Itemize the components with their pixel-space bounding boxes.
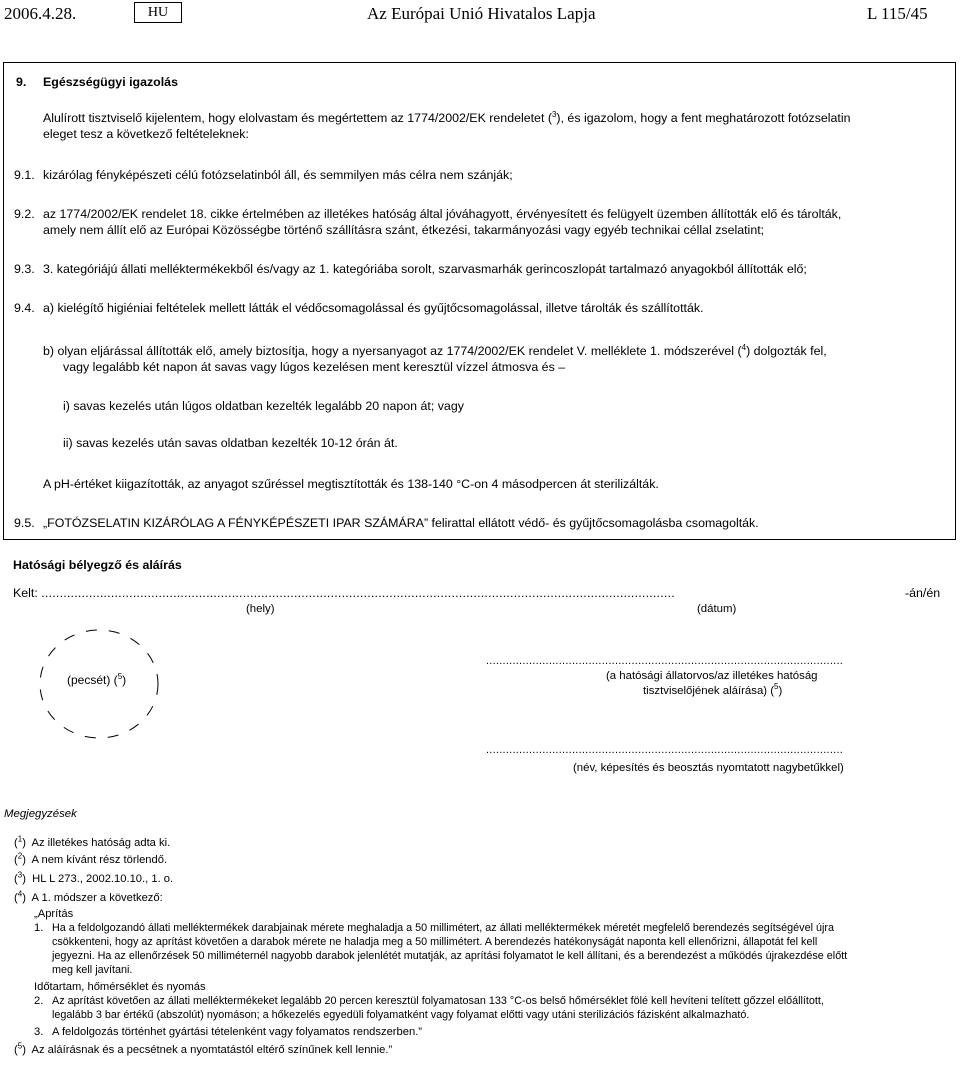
note-4-item-1-line-2: csökkenteni, hogy az aprítást követően a darabok mérete ne haladja meg a 50 millimétert. A berendezés hatékonyságát naponta kell ellenőrizni, állapotát fel kell: [52, 936, 818, 948]
page-header: [0, 0, 960, 36]
stamp-signature-title: Hatósági bélyegző és aláírás: [13, 558, 182, 572]
place-label: (hely): [246, 603, 275, 615]
note-4-item-1-line-1: Ha a feldolgozandó állati melléktermékek darabjainak mérete meghaladja a 50 millimétert, az állati melléktermékek méretét megfelelő berendezés segítségével újra: [52, 922, 834, 934]
journal-title: Az Európai Unió Hivatalos Lapja: [367, 4, 596, 23]
note-4-item-2-line-2: legalább 3 bar értékű (abszolút) nyomáson; a hőkezelés egyedüli folyamatként vagy folyamat előtti vagy utáni sterilizációs fázisként alkalmazható.: [52, 1009, 750, 1021]
item-9-1-text: kizárólag fényképészeti célú fotózselatinból áll, és semmilyen más célra nem szánják;: [43, 168, 513, 182]
note-3: ($^3$) HL L 273., 2002.10.10., 1. o.: [14, 870, 174, 885]
signature-dots: ............................................................................................................: [486, 655, 844, 667]
section-number: 9.: [16, 75, 27, 89]
note-4-item-1-number: 1.: [34, 922, 44, 934]
item-9-4-b-line-1: b) olyan eljárással állították elő, amely biztosítja, hogy a nyersanyagot az 1774/2002/EK rendelet V. melléklete 1. módszerével ($^4$) dolgozták fel,: [43, 342, 827, 358]
notes-title: Megjegyzések: [4, 808, 77, 820]
item-9-4-i: i) savas kezelés után lúgos oldatban kezelték legalább 20 napon át; vagy: [63, 399, 464, 413]
item-9-5-text: „FOTÓZSELATIN KIZÁRÓLAG A FÉNYKÉPÉSZETI IPAR SZÁMÁRA” felirattal ellátott védő- és gyűjtőcsomagolásba csomagolták.: [43, 516, 759, 530]
footnote-ref: 5: [774, 682, 779, 692]
date-label: (dátum): [697, 603, 737, 615]
note-4-item-1-line-4: meg kell javítani.: [52, 964, 133, 976]
publication-date: 2006.4.28.: [4, 4, 77, 23]
item-9-1-number: 9.1.: [14, 168, 35, 182]
note-4: ($^4$) A 1. módszer a következő:: [14, 889, 163, 904]
intro-line-1: Alulírott tisztviselő kijelentem, hogy elolvastam és megértettem az 1774/2002/EK rendeletet ($^3$), és igazolom, hogy a fent meghatározott fotózselatin: [43, 109, 851, 125]
item-9-4-a: a) kielégítő higiéniai feltételek mellett látták el védőcsomagolással és gyűjtőcsomagolással, illetve tárolták és szállították.: [43, 301, 704, 315]
footnote-ref: 5: [117, 672, 123, 681]
item-9-2-line-1: az 1774/2002/EK rendelet 18. cikke értelmében az illetékes hatóság által jóváhagyott, érvényesített és felügyelt üzemben állították elő és tárolták,: [43, 207, 842, 221]
item-9-2-number: 9.2.: [14, 207, 35, 221]
note-4-time-heading: Időtartam, hőmérséklet és nyomás: [34, 981, 206, 993]
section-title: Egészségügyi igazolás: [43, 75, 178, 89]
item-9-3-text: 3. kategóriájú állati melléktermékekből és/vagy az 1. kategóriába sorolt, szarvasmarhák gerincoszlopát tartalmazó anyagokból állították elő;: [43, 262, 807, 276]
item-9-4-ph: A pH-értéket kiigazították, az anyagot szűréssel megtisztították és 138-140 °C-on 4 másodpercen át sterilizálták.: [43, 477, 659, 491]
item-9-2-line-2: amely nem állít elő az Európai Közösségbe történő szállításra szánt, étkezési, takarmányozási vagy egyéb technikai céllal zselatint;: [43, 223, 765, 237]
note-4-item-3: A feldolgozás történhet gyártási tételenként vagy folyamatos rendszerben.”: [52, 1026, 423, 1038]
item-9-4-ii: ii) savas kezelés után savas oldatban kezelték 10-12 órán át.: [63, 436, 398, 450]
intro-line-2: eleget tesz a következő feltételeknek:: [43, 127, 249, 141]
date-place-dots: .............................................................................................................................................................................: [41, 586, 675, 600]
page-number: L 115/45: [867, 4, 928, 23]
name-label: (név, képesítés és beosztás nyomtatott nagybetűkkel): [573, 762, 844, 774]
item-9-5-number: 9.5.: [14, 516, 35, 530]
footnote-ref: 4: [741, 342, 747, 352]
note-4-item-3-number: 3.: [34, 1026, 44, 1038]
signature-label-2: tisztviselőjének aláírása) ($^5$): [643, 682, 783, 697]
item-9-4-number: 9.4.: [14, 301, 35, 315]
stamp-label: (pecsét) ($^5$): [67, 672, 127, 687]
an-en-suffix: -án/én: [905, 586, 941, 600]
language-code: HU: [147, 5, 169, 20]
note-4-heading: „Aprítás: [34, 908, 74, 920]
date-place-line: [13, 585, 675, 601]
name-dots: ............................................................................................................: [486, 744, 844, 756]
footnote-ref: 3: [551, 109, 557, 119]
signature-label-1: (a hatósági állatorvos/az illetékes hatóság: [606, 670, 818, 682]
note-4-item-2-line-1: Az aprítást követően az állati melléktermékeket legalább 20 percen keresztül folyamatosan 133 °C-os belső hőmérséklet fölé kell hevíteni telített gőzzel előállított,: [52, 995, 824, 1007]
kelt-label: Kelt:: [13, 586, 42, 600]
note-4-item-1-line-3: jegyezni. Ha az ellenőrzések 50 milliméternél nagyobb darabok jelenlétét mutatják, az aprítási folyamatot le kell állítani, és a berendezést a működés újrakezdése előtt: [52, 950, 848, 962]
item-9-3-number: 9.3.: [14, 262, 35, 276]
language-box: [134, 2, 182, 23]
note-5: ($^5$) Az aláírásnak és a pecsétnek a nyomtatástól eltérő színűnek kell lennie.”: [14, 1041, 393, 1056]
note-1: ($^1$) Az illetékes hatóság adta ki.: [14, 834, 171, 849]
note-2: ($^2$) A nem kívánt rész törlendő.: [14, 851, 168, 866]
note-4-item-2-number: 2.: [34, 995, 44, 1007]
item-9-4-b-line-2: vagy legalább két napon át savas vagy lúgos kezelésen ment keresztül vízzel átmosva és –: [63, 360, 566, 374]
